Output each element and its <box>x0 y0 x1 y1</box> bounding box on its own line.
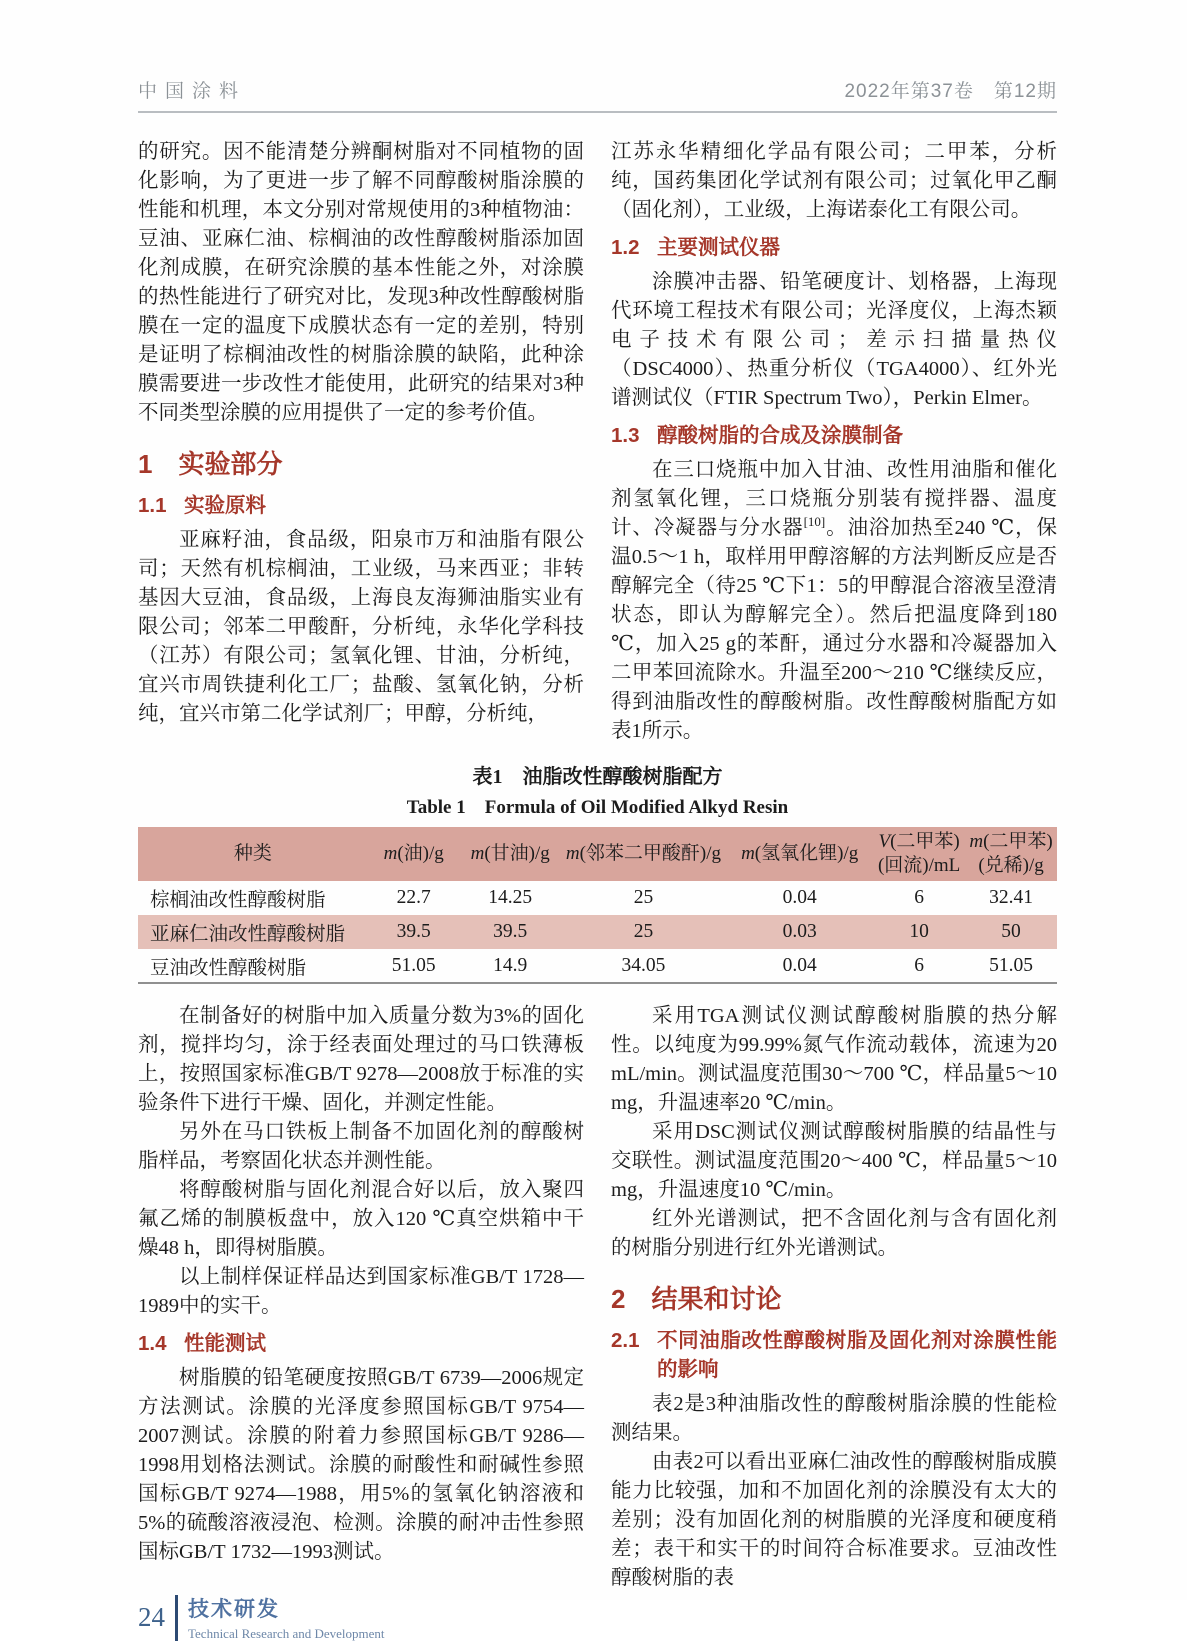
running-head <box>138 76 1057 113</box>
subsection-heading-1-1 <box>138 491 584 520</box>
footer-section-english: Technical Research and Development <box>188 1626 385 1641</box>
footer-section-labels <box>188 1593 385 1642</box>
section-heading-1 <box>138 444 584 481</box>
table-cell-value: 10 <box>909 921 929 942</box>
paragraph-text: 在三口烧瓶中加入甘油、改性用油脂和催化剂氢氧化锂，三口烧瓶分别装有搅拌器、温度计、冷凝器与分水器 <box>611 459 1057 539</box>
subsection-heading-1-3 <box>611 421 1057 450</box>
table-header-row <box>138 827 1057 881</box>
left-column-top <box>138 138 584 746</box>
reference-superscript: [10] <box>803 514 826 530</box>
table-cell-value: 22.7 <box>396 887 431 908</box>
body-paragraph: 江苏永华精细化学品有限公司；二甲苯，分析纯，国药集团化学试剂有限公司；过氧化甲乙酮（固化剂），工业级，上海诺泰化工有限公司。 <box>611 141 1057 221</box>
footer-divider-bar <box>175 1595 178 1641</box>
table-cell-value: 25 <box>633 887 654 908</box>
table-header-cell: m(邻苯二甲酸酐)/g <box>565 843 722 864</box>
section-title: 实验部分 <box>178 449 283 479</box>
table-header-cell: V(二甲苯) (回流)/mL <box>877 831 961 876</box>
subsection-number: 2.1 <box>611 1329 640 1352</box>
table-cell-value: 50 <box>1001 921 1021 942</box>
right-column-bottom <box>611 1002 1057 1593</box>
table-cell-value: 25 <box>633 921 654 942</box>
table-row <box>138 915 1057 949</box>
subsection-number: 1.4 <box>138 1332 167 1355</box>
section-heading-2 <box>611 1279 1057 1316</box>
left-column-bottom <box>138 1002 584 1593</box>
body-paragraph: 采用DSC测试仪测试醇酸树脂膜的结晶性与交联性。测试温度范围20～400 ℃，样品量5～10 mg，升温速度10 ℃/min。 <box>611 1121 1057 1201</box>
table-cell-value: 0.04 <box>782 954 817 976</box>
body-paragraph: 以上制样保证样品达到国家标准GB/T 1728—1989中的实干。 <box>138 1266 584 1317</box>
body-paragraph: 将醇酸树脂与固化剂混合好以后，放入聚四氟乙烯的制膜板盘中，放入120 ℃真空烘箱中干燥48 h，即得树脂膜。 <box>138 1179 584 1259</box>
table-cell-value: 51.05 <box>391 954 436 976</box>
table-cell-value: 39.5 <box>493 921 528 942</box>
table-cell-value: 14.25 <box>488 887 533 908</box>
table-cell-value: 32.41 <box>989 887 1033 908</box>
table-header-cell: m(二甲苯) (兑稀)/g <box>969 831 1053 876</box>
subsection-number: 1.2 <box>611 236 640 259</box>
paragraph-text: 。油浴加热至240 ℃，保温0.5～1 h，取样用甲醇溶解的方法判断反应是否醇解完全（待25 ℃下1：5的甲醇混合溶液呈澄清状态，即认为醇解完全）。然后把温度降到180 ℃，加入25 g的苯酐，通过分水器和冷凝器加入二甲苯回流除水。升温至200～210 ℃继续反应，得到油脂改性的醇酸树脂。改性醇酸树脂配方如表1所示。 <box>611 517 1057 742</box>
body-paragraph: 表2是3种油脂改性的醇酸树脂涂膜的性能检测结果。 <box>611 1393 1057 1444</box>
table-header-cell: m(油)/g <box>383 843 444 864</box>
subsection-title: 主要测试仪器 <box>657 236 780 259</box>
page-footer <box>138 1593 1057 1642</box>
top-two-columns <box>138 138 1057 746</box>
section-title: 结果和讨论 <box>651 1284 782 1314</box>
table-cell-value: 14.9 <box>493 954 528 976</box>
table-cell-resin-type: 棕榈油改性醇酸树脂 <box>150 890 326 911</box>
subsection-title: 醇酸树脂的合成及涂膜制备 <box>657 424 903 447</box>
body-paragraph: 红外光谱测试，把不含固化剂与含有固化剂的树脂分别进行红外光谱测试。 <box>611 1208 1057 1259</box>
section-number: 1 <box>138 449 153 479</box>
subsection-number: 1.3 <box>611 424 640 447</box>
table-1-block <box>138 760 1057 984</box>
body-paragraph: 另外在马口铁板上制备不加固化剂的醇酸树脂样品，考察固化状态并测性能。 <box>138 1121 584 1172</box>
issue-info: 2022年第37卷 第12期 <box>844 81 1057 102</box>
body-paragraph: 亚麻籽油，食品级，阳泉市万和油脂有限公司；天然有机棕榈油，工业级，马来西亚；非转基因大豆油，食品级，上海良友海狮油脂实业有限公司；邻苯二甲酸酐，分析纯，永华化学科技（江苏）有限公司；氢氧化锂、甘油，分析纯，宜兴市周铁捷利化工厂；盐酸、氢氧化钠，分析纯，宜兴市第二化学试剂厂；甲醇，分析纯， <box>138 529 584 725</box>
right-column-top <box>611 138 1057 746</box>
subsection-title: 不同油脂改性醇酸树脂及固化剂对涂膜性能的影响 <box>657 1329 1057 1381</box>
subsection-title: 实验原料 <box>184 494 266 517</box>
footer-section-chinese: 技术研发 <box>188 1598 280 1621</box>
body-paragraph: 由表2可以看出亚麻仁油改性的醇酸树脂成膜能力比较强，加和不加固化剂的涂膜没有太大的差别；没有加固化剂的树脂膜的光泽度和硬度稍差；表干和实干的时间符合标准要求。豆油改性醇酸树脂的表 <box>611 1451 1057 1589</box>
table-header-cell: m(甘油)/g <box>470 843 550 864</box>
table-header-cell: m(氢氧化锂)/g <box>741 843 859 864</box>
table-cell-value: 34.05 <box>621 954 666 976</box>
table-cell-value: 6 <box>914 954 924 976</box>
body-paragraph: 树脂膜的铅笔硬度按照GB/T 6739—2006规定方法测试。涂膜的光泽度参照国标GB/T 9754—2007测试。涂膜的附着力参照国标GB/T 9286—1998用划格法测试。涂膜的耐酸性和耐碱性参照国标GB/T 9274—1988，用5%的氢氧化钠溶液和5%的硫酸溶液浸泡、检测。涂膜的耐冲击性参照国标GB/T 1732—1993测试。 <box>138 1367 584 1563</box>
table-cell-value: 0.04 <box>782 887 817 908</box>
subsection-number: 1.1 <box>138 494 167 517</box>
section-number: 2 <box>611 1284 626 1314</box>
table-row <box>138 949 1057 983</box>
subsection-heading-1-2 <box>611 233 1057 262</box>
body-paragraph <box>611 456 1057 746</box>
table-cell-value: 0.03 <box>782 921 817 942</box>
subsection-heading-1-4 <box>138 1329 584 1358</box>
page-number: 24 <box>138 1602 165 1632</box>
table-cell-resin-type: 豆油改性醇酸树脂 <box>150 957 307 979</box>
table-title-english: Table 1 Formula of Oil Modified Alkyd Resin <box>406 797 789 818</box>
body-paragraph: 的研究。因不能清楚分辨酮树脂对不同植物的固化影响，为了更进一步了解不同醇酸树脂涂膜的性能和机理，本文分别对常规使用的3种植物油：豆油、亚麻仁油、棕榈油的改性醇酸树脂添加固化剂成膜，在研究涂膜的基本性能之外，对涂膜的热性能进行了研究对比，发现3种改性醇酸树脂膜在一定的温度下成膜状态有一定的差别，特别是证明了棕榈油改性的树脂涂膜的缺陷，此种涂膜需要进一步改性才能使用，此研究的结果对3种不同类型涂膜的应用提供了一定的参考价值。 <box>138 141 584 424</box>
table-body <box>138 881 1057 983</box>
table-row <box>138 881 1057 915</box>
formula-table <box>138 827 1057 984</box>
table-cell-resin-type: 亚麻仁油改性醇酸树脂 <box>150 924 346 945</box>
table-cell-value: 6 <box>914 887 924 908</box>
subsection-heading-2-1 <box>611 1326 1057 1384</box>
body-paragraph: 在制备好的树脂中加入质量分数为3%的固化剂，搅拌均匀，涂于经表面处理过的马口铁薄板上，按照国家标准GB/T 9278—2008放于标准的实验条件下进行干燥、固化，并测定性能。 <box>138 1005 584 1114</box>
subsection-title: 性能测试 <box>184 1332 266 1355</box>
body-paragraph: 涂膜冲击器、铅笔硬度计、划格器，上海现代环境工程技术有限公司；光泽度仪，上海杰颖电子技术有限公司；差示扫描量热仪（DSC4000）、热重分析仪（TGA4000）、红外光谱测试仪（FTIR Spectrum Two），Perkin Elmer。 <box>611 271 1057 409</box>
table-cell-value: 51.05 <box>989 954 1033 976</box>
bottom-two-columns <box>138 1002 1057 1593</box>
table-title-chinese: 表1 油脂改性醇酸树脂配方 <box>472 766 723 788</box>
body-paragraph: 采用TGA测试仪测试醇酸树脂膜的热分解性。以纯度为99.99%氮气作流动载体，流速为20 mL/min。测试温度范围30～700 ℃，样品量5～10 mg，升温速率20 ℃/min。 <box>611 1005 1057 1114</box>
table-cell-value: 39.5 <box>396 921 431 942</box>
table-header-cell: 种类 <box>233 843 272 864</box>
journal-name: 中国涂料 <box>138 81 247 102</box>
